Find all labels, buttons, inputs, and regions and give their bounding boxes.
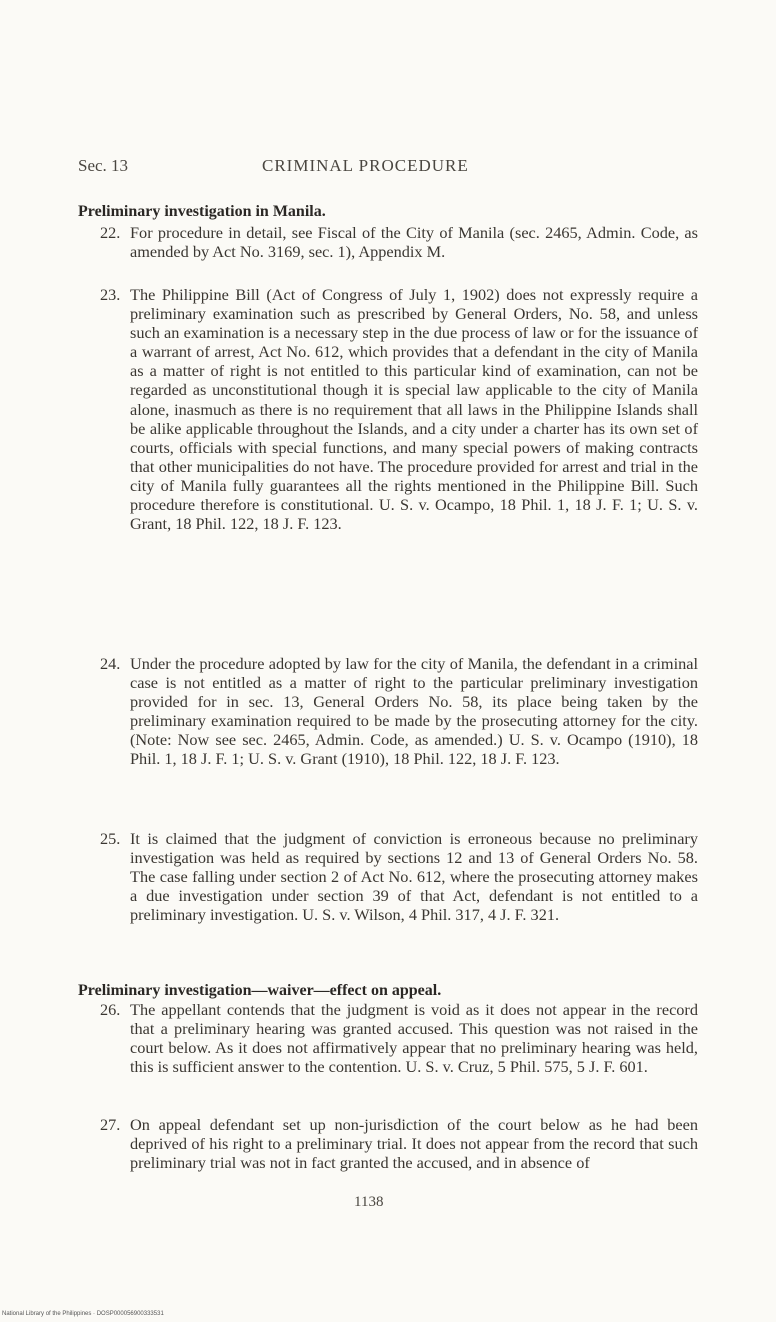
paragraph-number: 27. xyxy=(100,1115,121,1134)
paragraph-number: 25. xyxy=(100,829,121,848)
section-label: Sec. 13 xyxy=(78,156,129,175)
paragraph-text: Under the procedure adopted by law for the city of Manila, the defendant in a criminal case is not entitled as a matter of right to the particular preliminary investigation provided for in sec. 13, General Orders No. 58, its place being taken by the preliminary examination required to be made by the prosecuting attorney for the city. (Note: Now see sec. 2465, Admin. Code, as amended.) U. S. v. Ocampo (1910), 18 Phil. 1, 18 J. F. 1; U. S. v. Grant (1910), 18 Phil. 122, 18 J. F. 123. xyxy=(130,654,698,769)
paragraph-23 xyxy=(100,285,698,534)
paragraph-24 xyxy=(100,654,698,769)
heading-manila: Preliminary investigation in Manila. xyxy=(78,203,326,220)
library-stamp: National Library of the Philippines · DOSP000056900333531 xyxy=(2,1311,164,1317)
paragraph-number: 22. xyxy=(100,223,121,242)
page-number: 1138 xyxy=(354,1194,384,1210)
paragraph-25 xyxy=(100,829,698,925)
paragraph-text: On appeal defendant set up non-jurisdiction of the court below as he had been deprived of his right to a preliminary trial. It does not appear from the record that such preliminary trial was not in fact granted the accused, and in absence of xyxy=(130,1115,698,1173)
paragraph-text: It is claimed that the judgment of conviction is erroneous because no preliminary investigation was held as required by sections 12 and 13 of General Orders No. 58. The case falling under section 2 of Act No. 612, where the prosecuting attorney makes a due investigation under section 39 of that Act, defendant is not entitled to a preliminary investigation. U. S. v. Wilson, 4 Phil. 317, 4 J. F. 321. xyxy=(130,829,698,925)
paragraph-number: 24. xyxy=(100,654,121,673)
page-title: CRIMINAL PROCEDURE xyxy=(262,156,469,175)
paragraph-number: 23. xyxy=(100,285,121,304)
paragraph-22 xyxy=(100,223,698,262)
paragraph-number: 26. xyxy=(100,1000,121,1019)
paragraph-text: The Philippine Bill (Act of Congress of July 1, 1902) does not expressly require a preliminary examination such as prescribed by General Orders, No. 58, and unless such an examination is a necessary step in the due process of law or for the issuance of a warrant of arrest, Act No. 612, which provides that a defendant in the city of Manila as a matter of right is not entitled to this particular kind of examination, can not be regarded as unconstitutional though it is special law applicable to the city of Manila alone, inasmuch as there is no requirement that all laws in the Philippine Islands shall be alike applicable throughout the Islands, and a city under a charter has its own set of courts, officials with special functions, and many special powers of making contracts that other municipalities do not have. The procedure provided for arrest and trial in the city of Manila fully guarantees all the rights mentioned in the Philippine Bill. Such procedure therefore is constitutional. U. S. v. Ocampo, 18 Phil. 1, 18 J. F. 1; U. S. v. Grant, 18 Phil. 122, 18 J. F. 123. xyxy=(130,285,698,534)
heading-waiver: Preliminary investigation—waiver—effect on appeal. xyxy=(78,982,442,999)
paragraph-text: For procedure in detail, see Fiscal of the City of Manila (sec. 2465, Admin. Code, as amended by Act No. 3169, sec. 1), Appendix M. xyxy=(130,223,698,262)
paragraph-26 xyxy=(100,1000,698,1077)
paragraph-27 xyxy=(100,1115,698,1173)
paragraph-text: The appellant contends that the judgment is void as it does not appear in the record that a preliminary hearing was granted accused. This question was not raised in the court below. As it does not affirmatively appear that no preliminary hearing was held, this is sufficient answer to the contention. U. S. v. Cruz, 5 Phil. 575, 5 J. F. 601. xyxy=(130,1000,698,1077)
